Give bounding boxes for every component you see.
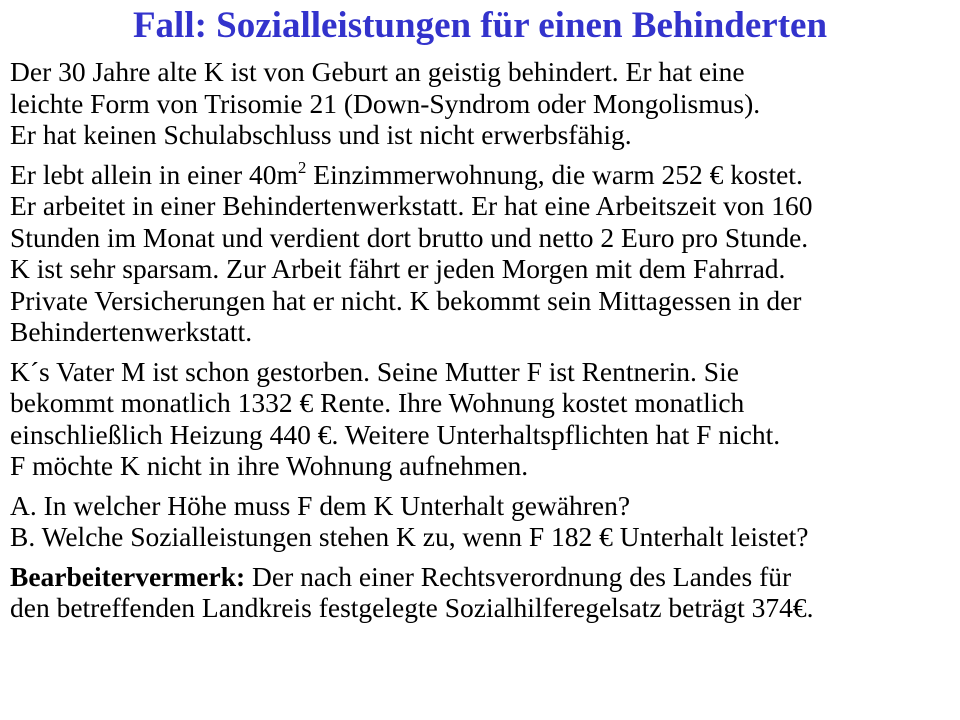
text-line: F möchte K nicht in ihre Wohnung aufnehmen. xyxy=(10,450,529,481)
text-line xyxy=(10,159,955,191)
paragraph-family xyxy=(10,356,955,482)
text-line: leichte Form von Trisomie 21 (Down-Syndrom oder Mongolismus). xyxy=(10,87,761,119)
paragraph-editor-note xyxy=(10,561,955,624)
text-line xyxy=(10,561,955,593)
text-fragment: Einzimmerwohnung, die warm 252 € kostet. xyxy=(306,158,803,190)
paragraph-living-and-work xyxy=(10,159,955,348)
text-line: Er hat keinen Schulabschluss und ist nicht erwerbsfähig. xyxy=(10,119,632,150)
superscript-squared: 2 xyxy=(297,157,307,177)
text-fragment: Er lebt allein in einer 40m xyxy=(10,158,298,190)
editor-note-label: Bearbeitervermerk: xyxy=(10,560,246,592)
question-a: A. In welcher Höhe muss F dem K Unterhalt gewähren? xyxy=(10,489,631,521)
text-line: K´s Vater M ist schon gestorben. Seine Mutter F ist Rentnerin. Sie xyxy=(10,355,739,387)
text-line: den betreffenden Landkreis festgelegte Sozialhilferegelsatz beträgt 374€. xyxy=(10,592,814,623)
text-line: Stunden im Monat und verdient dort brutto und netto 2 Euro pro Stunde. xyxy=(10,221,809,253)
text-line: Private Versicherungen hat er nicht. K bekommt sein Mittagessen in der xyxy=(10,284,802,316)
text-line: einschließlich Heizung 440 €. Weitere Unterhaltspflichten hat F nicht. xyxy=(10,418,781,450)
text-fragment: Der nach einer Rechtsverordnung des Landes für xyxy=(245,560,792,592)
paragraph-questions xyxy=(10,490,955,553)
paragraph-person-description xyxy=(10,56,955,151)
question-b: B. Welche Sozialleistungen stehen K zu, wenn F 182 € Unterhalt leistet? xyxy=(10,521,809,552)
text-line: Behindertenwerkstatt. xyxy=(10,316,253,347)
text-line: bekommt monatlich 1332 € Rente. Ihre Wohnung kostet monatlich xyxy=(10,387,745,418)
text-line: K ist sehr sparsam. Zur Arbeit fährt er jeden Morgen mit dem Fahrrad. xyxy=(10,253,786,284)
case-text-body xyxy=(10,56,955,624)
text-line: Er arbeitet in einer Behindertenwerkstatt. Er hat eine Arbeitszeit von 160 xyxy=(10,190,813,221)
slide-title: Fall: Sozialleistungen für einen Behinderten xyxy=(132,5,828,46)
text-line: Der 30 Jahre alte K ist von Geburt an geistig behindert. Er hat eine xyxy=(10,56,745,87)
